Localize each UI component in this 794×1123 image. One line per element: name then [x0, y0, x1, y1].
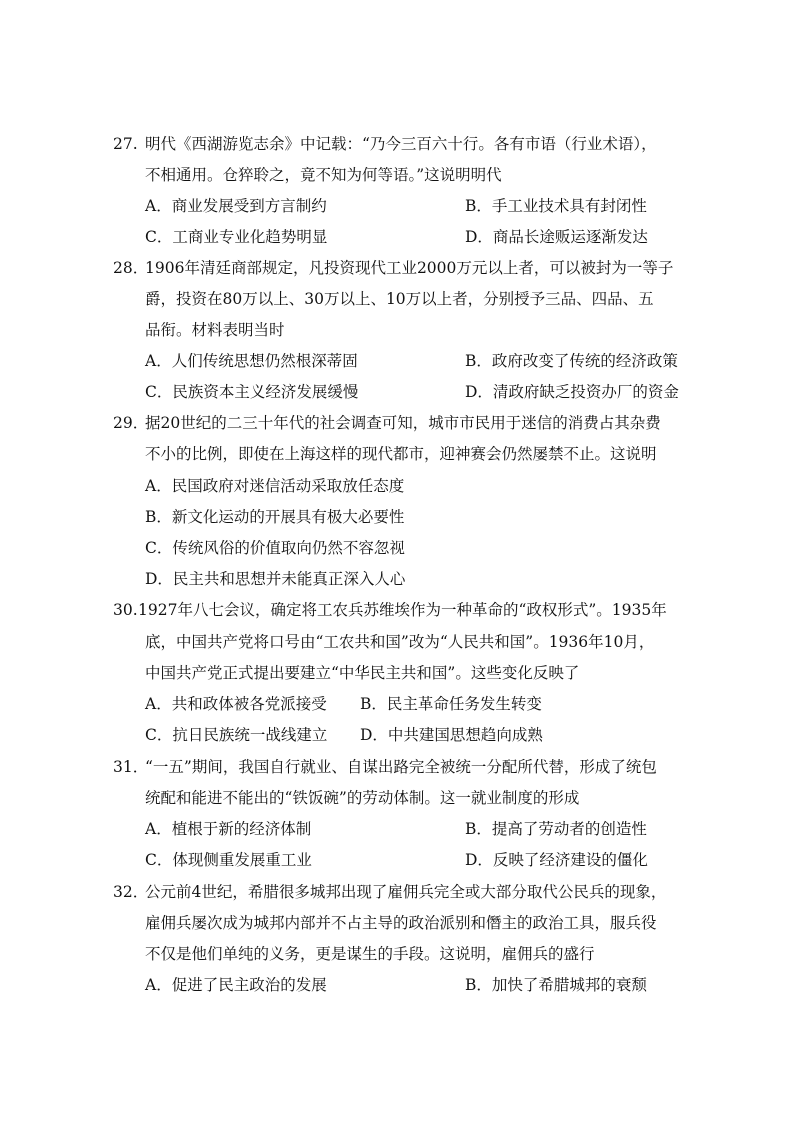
question-stem-line: 1927年八七会议，确定将工农兵苏维埃作为一种革命的“政权形式”。1935年 — [138, 601, 667, 619]
question-stem-line: 公元前4世纪，希腊很多城邦出现了雇佣兵完全或大部分取代公民兵的现象， — [145, 883, 667, 901]
option-d[interactable]: D．民主共和思想并未能真正深入人心 — [145, 570, 406, 588]
question-stem-line: 统配和能进不能出的“铁饭碗”的劳动体制。这一就业制度的形成 — [145, 789, 580, 807]
option-b[interactable]: B．加快了希腊城邦的衰颓 — [465, 976, 647, 994]
option-b[interactable]: B．手工业技术具有封闭性 — [465, 197, 647, 215]
option-a[interactable]: A．植根于新的经济体制 — [145, 820, 312, 838]
question-stem-line: 1906年清廷商部规定，凡投资现代工业2000万元以上者，可以被封为一等子 — [145, 259, 674, 277]
option-c[interactable]: C．体现侧重发展重工业 — [145, 851, 312, 869]
question-number: 28． — [113, 259, 149, 277]
option-b[interactable]: B．政府改变了传统的经济政策 — [465, 352, 678, 370]
option-d[interactable]: D．商品长途贩运逐渐发达 — [465, 228, 648, 246]
question-number: 30. — [113, 601, 138, 619]
question-stem-line: 不仅是他们单纯的义务，更是谋生的手段。这说明，雇佣兵的盛行 — [145, 945, 595, 963]
question-stem-line: 品衔。材料表明当时 — [145, 321, 285, 339]
option-d[interactable]: D．清政府缺乏投资办厂的资金 — [465, 383, 679, 401]
option-b[interactable]: B．提高了劳动者的创造性 — [465, 820, 647, 838]
option-a[interactable]: A．促进了民主政治的发展 — [145, 976, 327, 994]
option-b[interactable]: B．新文化运动的开展具有极大必要性 — [145, 508, 405, 526]
option-d[interactable]: D．反映了经济建设的僵化 — [465, 851, 648, 869]
question-stem-line: 不小的比例，即使在上海这样的现代都市，迎神赛会仍然屡禁不止。这说明 — [145, 445, 657, 463]
option-c[interactable]: C．传统风俗的价值取向仍然不容忽视 — [145, 539, 405, 557]
question-number: 31． — [113, 758, 149, 776]
question-stem-line: 爵，投资在80万以上、30万以上、10万以上者，分别授予三品、四品、五 — [145, 290, 654, 308]
option-c[interactable]: C．工商业专业化趋势明显 — [145, 228, 328, 246]
question-stem-line: 明代《西湖游览志余》中记载：“乃今三百六十行。各有市语（行业术语）， — [145, 135, 657, 153]
question-number: 32． — [113, 883, 149, 901]
question-stem-line: 雇佣兵屡次成为城邦内部并不占主导的政治派别和僭主的政治工具，服兵役 — [145, 914, 657, 932]
option-a[interactable]: A．共和政体被各党派接受 — [145, 695, 327, 713]
question-stem-line: 中国共产党正式提出要建立“中华民主共和国”。这些变化反映了 — [145, 664, 580, 682]
question-stem-line: 不相通用。仓猝聆之，竟不知为何等语。”这说明明代 — [145, 166, 502, 184]
option-a[interactable]: A．民国政府对迷信活动采取放任态度 — [145, 477, 405, 495]
question-number: 27. — [113, 135, 138, 153]
question-stem-line: “一五”期间，我国自行就业、自谋出路完全被统一分配所代替，形成了统包 — [145, 758, 657, 776]
question-stem-line: 据20世纪的二三十年代的社会调查可知，城市市民用于迷信的消费占其杂费 — [145, 414, 661, 432]
question-stem-line: 底，中国共产党将口号由“工农共和国”改为“人民共和国”。1936年10月， — [145, 633, 655, 651]
option-a[interactable]: A．人们传统思想仍然根深蒂固 — [145, 352, 358, 370]
option-c[interactable]: C．抗日民族统一战线建立 — [145, 726, 328, 744]
option-c[interactable]: C．民族资本主义经济发展缓慢 — [145, 383, 359, 401]
option-a[interactable]: A．商业发展受到方言制约 — [145, 197, 327, 215]
question-number: 29． — [113, 414, 149, 432]
option-b[interactable]: B．民主革命任务发生转变 — [360, 695, 542, 713]
option-d[interactable]: D．中共建国思想趋向成熟 — [360, 726, 543, 744]
